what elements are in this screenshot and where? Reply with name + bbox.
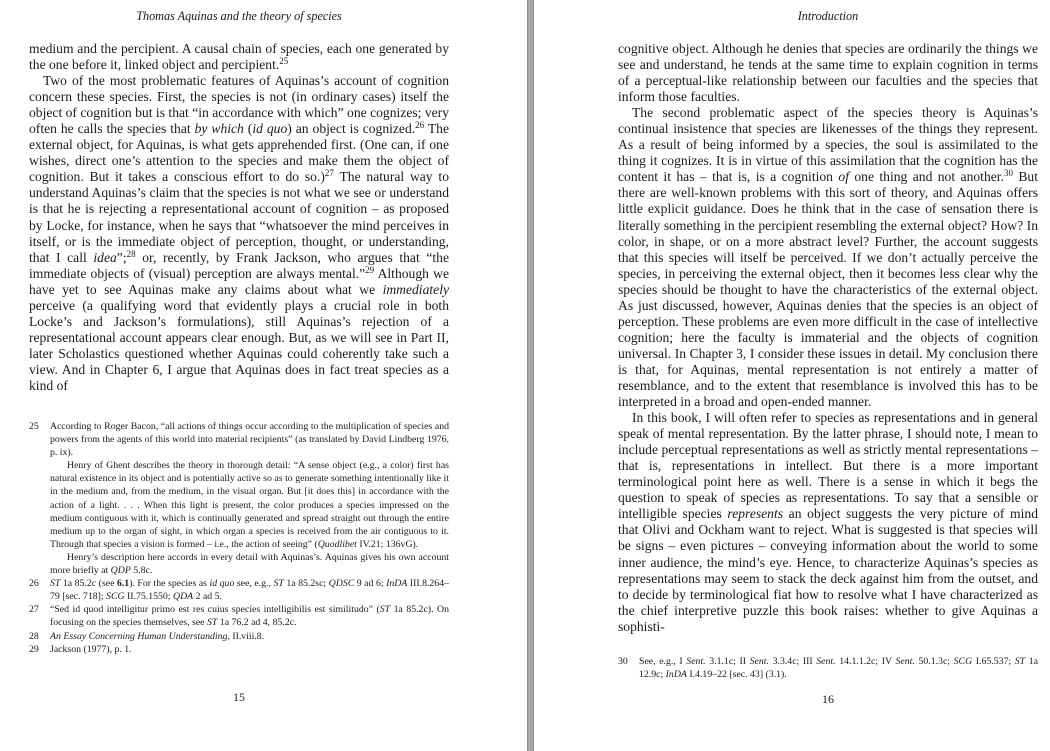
- text-run: The external object, for Aquinas, is what gets apprehended first. (One can, if one wishes, direct one’s attention to the species and make them the object of cognition. But it takes a conscious effort to do so.): [29, 121, 449, 185]
- text-run: 5.8c.: [130, 565, 153, 577]
- footnote: [29, 577, 449, 603]
- footnotes: [29, 420, 449, 656]
- footnote-number: 30: [618, 656, 628, 667]
- page-divider: [527, 0, 534, 751]
- text-run: According to Roger Bacon, “all actions of things occur according to the multiplication of species and powers from the agents of this world into material recipients” (as translated by David Lindberg 1976, p. ix).: [50, 421, 449, 459]
- text-run: III.8.264–79 [sec. 718];: [50, 578, 450, 603]
- footnote: [29, 603, 449, 629]
- text-run: See, e.g., I: [639, 656, 687, 667]
- italic-text: An Essay Concerning Human Understanding,: [50, 630, 230, 642]
- text-run: ). For the species as: [129, 578, 210, 590]
- italic-text: id quo: [209, 578, 235, 590]
- footnote-paragraph: [50, 577, 449, 603]
- italic-text: ST: [206, 617, 218, 629]
- text-run: (: [243, 121, 253, 137]
- paragraph: [618, 41, 1038, 105]
- text-run: I.4.19–22 [sec. 43] (3.1).: [686, 669, 787, 681]
- footnote-paragraph: [50, 420, 449, 459]
- body-text: [29, 41, 449, 394]
- italic-text: InDA: [665, 669, 687, 681]
- body-text: [618, 41, 1038, 635]
- text-run: ”;: [116, 249, 127, 265]
- text-run: 1a 85.2c (see: [60, 578, 117, 590]
- italic-text: ST: [50, 578, 61, 590]
- footnote-number: 28: [29, 630, 39, 642]
- paragraph: [29, 73, 449, 394]
- text-run: II.viii.8.: [229, 630, 265, 642]
- text-run: 9 ad 6;: [354, 578, 387, 590]
- footnote-reference[interactable]: 25: [279, 56, 289, 67]
- footnote-reference[interactable]: 27: [324, 168, 334, 179]
- footnote-number: 27: [29, 604, 39, 616]
- footnote-paragraph: [50, 551, 449, 577]
- text-run: Henry of Ghent describes the theory in thorough detail: “A sense object (e.g., a color) first has natural existence in its object and is potentially active so as to generate something intentionally like it in the medium and, from the medium, in the visual organ. But [it does this] in accordance with the action of a light. . . . When this light is present, the color produces a species impressed on the medium contiguous with it, which is continually generated and spread straight out through the entire medium up to the organ of sight, in which organ a species is received from the air contiguous to it. Through that species a vision is formed – i.e., the action of seeing” (: [50, 460, 449, 550]
- text-run: 3.3.4c; III: [768, 656, 817, 667]
- footnote-reference[interactable]: 29: [365, 264, 375, 275]
- text-run: see, e.g.,: [234, 578, 274, 590]
- paragraph: [618, 410, 1038, 635]
- footnote-paragraph: [50, 643, 449, 656]
- italic-text: immediately: [382, 281, 449, 297]
- text-run: But there are well-known problems with this sort of theory, and Aquinas offers little explicit guidance. Does he think that in the case of sensation there is literally something in the percipient resembling the external object? How? In color, in shape, or on a more abstract level? Further, the account suggests that this species will itself be perceived. If we don’t actually perceive the species, in perceiving the external object, then it becomes less clear why the species should be thought to have the characteristics of the external object. As just discussed, however, Aquinas denies that the species is an object of perception. These problems are even more difficult in the case of intellective cognition; here the faculty is immaterial and the objects of cognition universal. In Chapter 3, I consider these issues in detail. My conclusion there is that, for Aquinas, mental representation is not entirely a matter of resemblance, and to the extent that resemblance is involved this has to be interpreted in a broad and open-ended manner.: [618, 169, 1038, 410]
- footnotes: [618, 655, 1038, 681]
- text-run: or, recently, by Frank Jackson, who argues that “the immediate objects of (visual) perception are always mental.”: [29, 249, 449, 281]
- running-head: Introduction: [797, 9, 859, 23]
- running-head: Thomas Aquinas and the theory of species: [136, 9, 342, 23]
- italic-text: InDA: [386, 578, 408, 590]
- footnote-reference[interactable]: 28: [126, 248, 136, 259]
- italic-text: represents: [727, 506, 784, 522]
- italic-text: SCG: [106, 591, 125, 603]
- text-run: 1a 76.2 ad 4, 85.2c.: [217, 617, 297, 629]
- italic-text: Sent.: [686, 656, 706, 667]
- text-run: In this book, I will often refer to species as representations and in general speak of mental representation. By the latter phrase, I should note, I mean to include perceptual representations as well as strictly mental representations – that is, representations in intellect. But there is a more important terminological point here as well. There is a sense in which it begs the question to speak of species as representations. To say that a sensible or intelligible species: [618, 410, 1038, 522]
- text-run: cognitive object. Although he denies that species are ordinarily the things we see and understand, he tends at the same time to explain cognition in terms of a perceptual-like relationship between our faculties and the species that inform those faculties.: [618, 41, 1038, 105]
- text-run: 50.1.3c;: [914, 656, 954, 667]
- text-run: 2 ad 5.: [193, 591, 222, 603]
- cross-reference: 6.1: [116, 578, 130, 590]
- italic-text: Sent.: [895, 656, 915, 667]
- italic-text: ST: [379, 604, 391, 616]
- footnote-reference[interactable]: 30: [1003, 168, 1013, 179]
- paragraph: [618, 105, 1038, 410]
- page-number: 16: [822, 692, 834, 706]
- footnote-paragraph: [50, 630, 449, 643]
- italic-text: QDP: [110, 565, 131, 577]
- text-run: The second problematic aspect of the species theory is Aquinas’s continual insistence that species are likenesses of the things they represent. As a result of being informed by a species, the soul is assimilated to the thing it cognizes. It is in virtue of this assimilation that the cognition has the content it has – that is, is a cognition: [618, 105, 1038, 185]
- right-page: [534, 0, 1050, 751]
- italic-text: ST: [273, 578, 284, 590]
- text-run: medium and the percipient. A causal chain of species, each one generated by the one before it, linked object and percipient.: [29, 41, 449, 73]
- italic-text: Sent.: [749, 656, 769, 667]
- italic-text: ST: [1014, 656, 1026, 667]
- text-run: one thing and not another.: [848, 169, 1004, 185]
- text-run: II.75.1550;: [124, 591, 173, 603]
- footnote-reference[interactable]: 26: [415, 120, 425, 131]
- italic-text: QDA: [173, 591, 194, 603]
- italic-text: idea: [93, 249, 117, 265]
- text-run: ) an object is cognized.: [287, 121, 416, 137]
- italic-text: Quodlibet: [317, 538, 357, 550]
- text-run: IV.21; 136vG).: [356, 538, 419, 550]
- text-run: I.65.537;: [972, 656, 1015, 667]
- footnote-number: 29: [29, 643, 39, 655]
- footnote: [29, 420, 449, 577]
- footnote-number: 25: [29, 421, 39, 432]
- text-run: perceive (a qualifying word that evidently plays a crucial role in both Locke’s and Jackson’s formulations), still Aquinas’s rejection of a representational account appears clear enough. But, as we will see in Part II, later Scholastics questioned whether Aquinas could coherently take such a view. And in Chapter 6, I argue that Aquinas does in fact treat species as a kind of: [29, 297, 449, 393]
- text-run: The natural way to understand Aquinas’s claim that the species is not what we see or understand is that he is rejecting a representational account of cognition – as proposed by Locke, for instance, when he says that “whatsoever the mind perceives in itself, or is the immediate object of perception, thought, or understanding, that I call: [29, 169, 449, 265]
- italic-text: QDSC: [328, 578, 355, 590]
- text-run: Jackson (1977), p. 1.: [50, 643, 132, 655]
- footnote-paragraph: [639, 655, 1038, 681]
- text-run: Henry’s description here accords in every detail with Aquinas’s. Aquinas gives his own account more briefly at: [50, 551, 449, 577]
- text-run: an object suggests the very picture of mind that Olivi and Ockham want to reject. What is suggested is that species will be signs – even pictures – conveying information about the world to some inner audience, the mind’s eye. Hence, to characterize Aquinas’s species as representations may seem to stack the deck against him from the outset, and to decide by terminological fiat how to resolve what I have characterized as the chief interpretive puzzle this book raises: whether to give Aquinas a sophisti-: [618, 506, 1038, 634]
- text-run: 1a 85.2sc;: [283, 578, 329, 590]
- text-run: Although we have yet to see Aquinas make any claims about what we: [29, 265, 449, 297]
- text-run: 1a 85.2c). On focusing on the species themselves, see: [50, 604, 449, 629]
- italic-text: by which: [194, 121, 244, 137]
- page-number: 15: [233, 690, 245, 704]
- italic-text: id quo: [252, 121, 288, 137]
- italic-text: of: [838, 169, 849, 185]
- text-run: 1a 12.9c;: [639, 656, 1038, 681]
- text-run: 3.1.1c; II: [705, 656, 750, 667]
- footnote: [618, 655, 1038, 681]
- text-run: Two of the most problematic features of Aquinas’s account of cognition concern these species. First, the species is not (in ordinary cases) itself the object of cognition but is that “in accordance with which” one cognizes; very often he calls the species that: [29, 73, 449, 137]
- footnote-paragraph: [50, 603, 449, 629]
- italic-text: SCG: [953, 656, 973, 667]
- footnote: [29, 630, 449, 643]
- footnote: [29, 643, 449, 656]
- footnote-paragraph: [50, 459, 449, 551]
- text-run: 14.1.1.2c; IV: [835, 656, 896, 667]
- paragraph: [29, 41, 449, 73]
- text-run: “Sed id quod intelligitur primo est res cuius species intelligibilis est similitudo” (: [50, 604, 380, 616]
- italic-text: Sent.: [816, 656, 836, 667]
- footnote-number: 26: [29, 578, 39, 590]
